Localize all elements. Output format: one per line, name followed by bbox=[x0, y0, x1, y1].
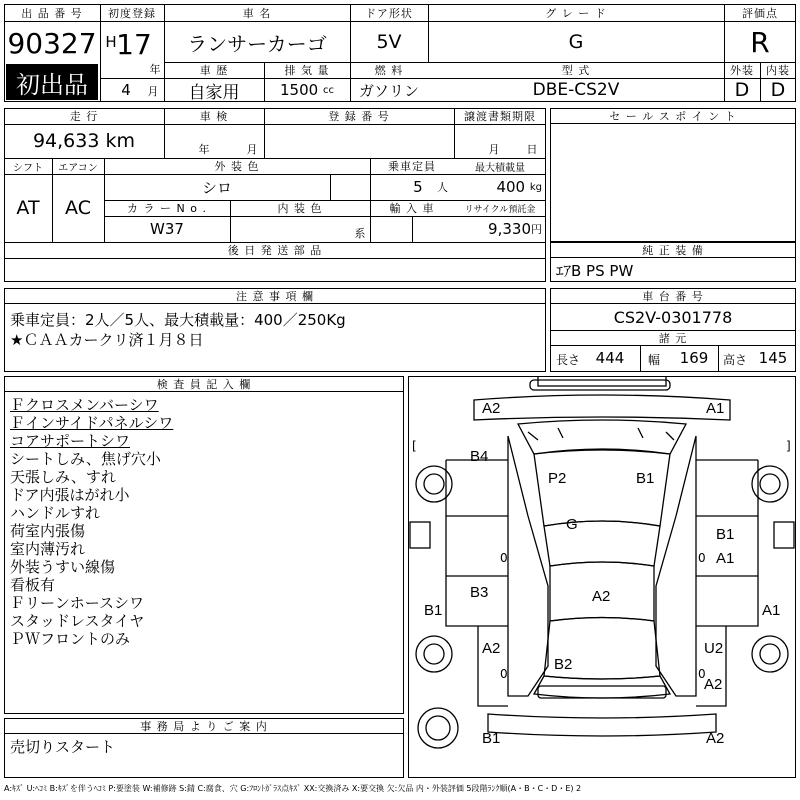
mileage-unit: km bbox=[105, 130, 136, 152]
transfer-header: 譲渡書類期限 bbox=[464, 110, 536, 123]
max-load-number: 400 bbox=[496, 178, 526, 196]
svg-text:0: 0 bbox=[698, 551, 706, 565]
width-label: 幅 bbox=[647, 352, 660, 367]
notes-line: ★ＣＡＡカークリ済１月８日 bbox=[10, 331, 204, 349]
shift-header: シフト bbox=[13, 162, 43, 174]
damage-mark: A2 bbox=[704, 676, 723, 693]
displacement-unit: cc bbox=[322, 84, 334, 96]
damage-mark: B2 bbox=[554, 656, 573, 673]
svg-text:]: ] bbox=[786, 439, 791, 453]
inspector-line: 外装うすい線傷 bbox=[10, 558, 116, 576]
ext-color-value: シロ bbox=[201, 178, 232, 197]
displacement-number: 1500 bbox=[280, 81, 319, 99]
displacement-header: 排 気 量 bbox=[284, 64, 330, 77]
damage-mark: B1 bbox=[636, 470, 655, 487]
int-color-unit: 系 bbox=[354, 227, 366, 240]
inspector-line: ハンドルすれ bbox=[10, 504, 101, 522]
model-header: 型 式 bbox=[561, 64, 591, 77]
length-label: 長さ bbox=[555, 352, 580, 367]
recycle-number: 9,330 bbox=[488, 220, 531, 238]
aircon-value: AC bbox=[65, 197, 91, 219]
damage-mark: A2 bbox=[482, 400, 501, 417]
inspector-line: 室内薄汚れ bbox=[10, 540, 86, 558]
mileage-number: 94,633 bbox=[32, 130, 100, 152]
length-value: 444 bbox=[595, 349, 625, 367]
width-value: 169 bbox=[679, 349, 709, 367]
car-name-header: 車 名 bbox=[164, 4, 350, 22]
lot-header: 出 品 番 号 bbox=[4, 4, 100, 22]
later-parts-header: 後 日 発 送 部 品 bbox=[227, 244, 323, 257]
inspector-line: コアサポートシワ bbox=[10, 432, 131, 450]
inspector-line: Ｆインサイドパネルシワ bbox=[10, 414, 174, 432]
overall-score: R bbox=[750, 25, 770, 59]
damage-mark: B3 bbox=[470, 584, 489, 601]
history-value: 自家用 bbox=[188, 82, 240, 102]
genuine-header: 純 正 装 備 bbox=[550, 242, 796, 258]
damage-mark: A1 bbox=[716, 550, 735, 567]
grade-header: グ レ ー ド bbox=[428, 4, 724, 22]
int-color-header: 内 装 色 bbox=[277, 202, 323, 215]
damage-mark: A2 bbox=[592, 588, 611, 605]
damage-mark: A1 bbox=[706, 400, 725, 417]
damage-mark: B1 bbox=[424, 602, 443, 619]
transfer-day-unit: 日 bbox=[526, 143, 538, 156]
office-header: 事 務 局 よ り ご 案 内 bbox=[4, 718, 404, 734]
first-reg-month: 4 bbox=[121, 81, 131, 99]
damage-mark: P2 bbox=[548, 470, 567, 487]
notes-line: 乗車定員：2人／5人、最大積載量：400／250Kg bbox=[10, 311, 346, 329]
inspector-line: Ｆリーンホースシワ bbox=[10, 594, 144, 612]
fuel-value: ガソリン bbox=[358, 81, 419, 100]
inspector-line: 荷室内張傷 bbox=[10, 522, 86, 540]
first-reg-year: 17 bbox=[116, 27, 152, 61]
int-score-header: 内装 bbox=[766, 64, 790, 77]
damage-mark: B1 bbox=[716, 526, 735, 543]
recycle-header: リサイクル預託金 bbox=[464, 204, 536, 215]
color-no-header: カ ラ ー N o . bbox=[127, 202, 207, 215]
sales-points-box bbox=[550, 108, 796, 242]
office-value: 売切りスタート bbox=[10, 737, 116, 756]
chassis-header: 車 台 番 号 bbox=[550, 288, 796, 304]
grade: G bbox=[568, 31, 584, 53]
inspector-line: ＰＷフロントのみ bbox=[10, 630, 131, 648]
recycle-value bbox=[454, 216, 546, 242]
car-name: ランサーカーゴ bbox=[187, 31, 327, 56]
first-reg-month-unit: 月 bbox=[147, 85, 159, 98]
lot-number: 90327 bbox=[7, 26, 97, 60]
aircon-header: エアコン bbox=[58, 162, 98, 174]
inspection-year-unit: 年 bbox=[198, 143, 210, 156]
color-no-value: W37 bbox=[150, 220, 184, 238]
shift-value: AT bbox=[16, 197, 40, 219]
transfer-month-unit: 月 bbox=[488, 143, 500, 156]
reg-no-header: 登 録 番 号 bbox=[328, 110, 390, 123]
fuel-header: 燃 料 bbox=[374, 64, 404, 77]
damage-mark: U2 bbox=[704, 640, 724, 657]
specs-header: 諸 元 bbox=[550, 330, 796, 346]
history-header: 車 歴 bbox=[199, 64, 229, 77]
ext-color-header: 外 装 色 bbox=[214, 160, 260, 173]
height-value: 145 bbox=[758, 349, 788, 367]
inspector-header: 検 査 員 記 入 欄 bbox=[4, 376, 404, 392]
first-listing-badge: 初出品 bbox=[6, 64, 98, 100]
first-reg-era: H bbox=[105, 33, 117, 51]
damage-mark: A2 bbox=[706, 730, 725, 747]
displacement-value bbox=[264, 78, 350, 102]
model-value: DBE-CS2V bbox=[532, 80, 620, 100]
mileage-value bbox=[4, 124, 164, 158]
max-load-header: 最大積載量 bbox=[475, 162, 525, 174]
import-header: 輸 入 車 bbox=[389, 202, 435, 215]
damage-mark: B1 bbox=[482, 730, 501, 747]
ext-score-header: 外装 bbox=[730, 64, 754, 77]
inspection-month-unit: 月 bbox=[246, 143, 258, 156]
inspector-line: ドア内張はがれ小 bbox=[10, 486, 130, 504]
damage-mark: G bbox=[566, 516, 578, 533]
int-score-value: D bbox=[770, 79, 786, 101]
ext-score-value: D bbox=[734, 79, 750, 101]
capacity-unit: 人 bbox=[437, 181, 448, 194]
notes-header: 注 意 事 項 欄 bbox=[4, 288, 546, 304]
mileage-header: 走 行 bbox=[69, 110, 99, 123]
door-type: 5V bbox=[376, 31, 402, 53]
damage-mark: A2 bbox=[482, 640, 501, 657]
max-load-value bbox=[454, 174, 546, 200]
inspector-line: シートしみ、焦げ穴小 bbox=[10, 450, 161, 468]
svg-text:0: 0 bbox=[500, 551, 508, 565]
inspector-line: 看板有 bbox=[10, 576, 56, 594]
legend-text: A:ｷｽﾞ U:ﾍｺﾐ B:ｷｽﾞを伴うﾍｺﾐ P:要塗装 W:補修跡 S:錆 C:腐食、穴 G:ﾌﾛﾝﾄｶﾞﾗｽ点ｷｽﾞ XX:交換済み X:要交換 欠:欠品 内・外装評価 5段階ﾗﾝｸ順(A・B・C・D・E) 2 bbox=[4, 783, 582, 793]
score-header: 評価点 bbox=[724, 4, 796, 22]
sales-points-header: セ ー ル ス ポ イ ン ト bbox=[550, 108, 796, 124]
capacity-value bbox=[370, 174, 454, 200]
damage-mark: B4 bbox=[470, 448, 489, 465]
inspector-line: 天張しみ、すれ bbox=[10, 468, 116, 486]
first-reg-year-unit: 年 bbox=[149, 63, 161, 76]
inspector-line: スタッドレスタイヤ bbox=[10, 612, 145, 630]
chassis-value: CS2V-0301778 bbox=[613, 307, 733, 327]
door-header: ドア形状 bbox=[350, 4, 428, 22]
recycle-unit: 円 bbox=[531, 223, 542, 236]
inspection-header: 車 検 bbox=[199, 110, 229, 123]
damage-mark: A1 bbox=[762, 602, 781, 619]
genuine-value: ｴｱB PS PW bbox=[556, 261, 634, 280]
capacity-header: 乗車定員 bbox=[388, 160, 436, 173]
capacity-number: 5 bbox=[413, 178, 423, 196]
car-diagram-drawing bbox=[408, 376, 796, 778]
svg-text:0: 0 bbox=[500, 667, 508, 681]
height-label: 高さ bbox=[722, 352, 747, 367]
inspector-line: Ｆクロスメンバーシワ bbox=[10, 396, 159, 414]
svg-text:[: [ bbox=[412, 439, 417, 453]
max-load-unit: kg bbox=[529, 181, 542, 193]
first-reg-header: 初度登録 bbox=[100, 4, 164, 22]
svg-text:0: 0 bbox=[698, 667, 706, 681]
